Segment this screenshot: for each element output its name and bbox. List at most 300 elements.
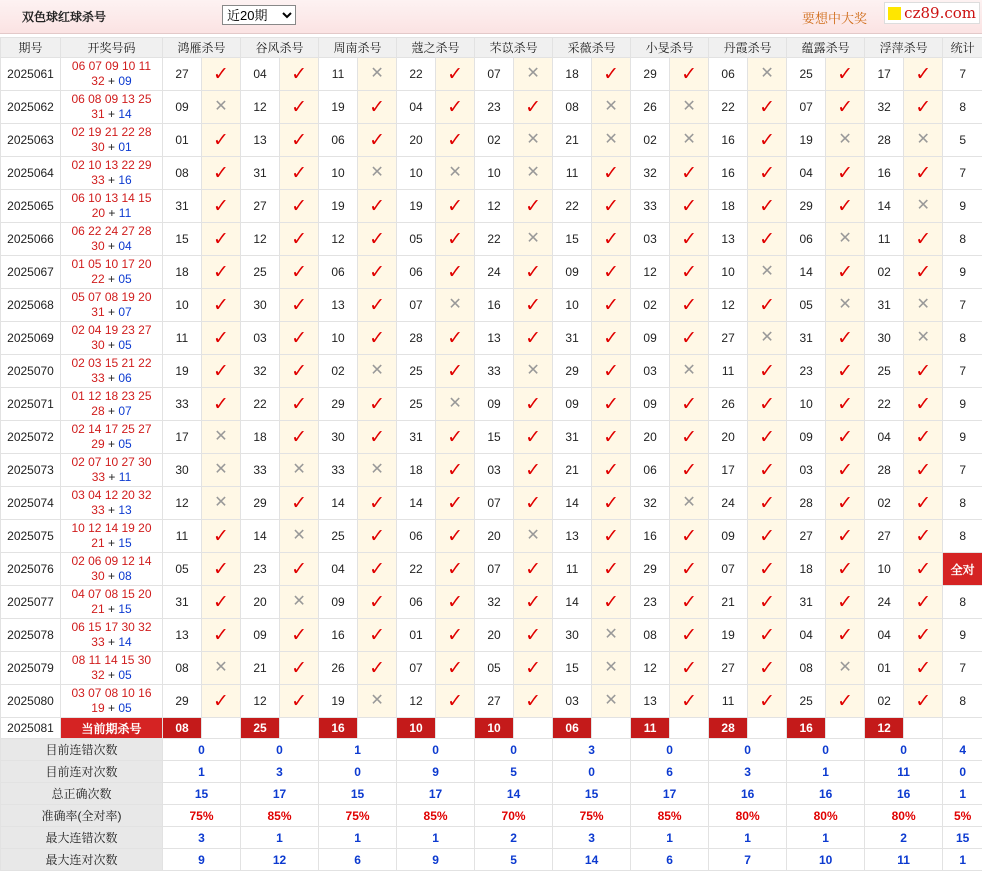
kill-result xyxy=(592,388,631,421)
red-balls-line1: 06 08 09 13 25 xyxy=(71,92,152,106)
cross-icon: ✕ xyxy=(448,164,462,181)
red-balls-line1: 02 07 10 27 30 xyxy=(71,455,152,469)
draw-line2 xyxy=(61,371,162,386)
kill-result xyxy=(514,322,553,355)
kill-number: 29 xyxy=(163,685,202,718)
kill-number: 09 xyxy=(319,586,358,619)
cross-icon: ✕ xyxy=(604,659,618,676)
check-icon: ✓ xyxy=(681,327,698,349)
kill-number: 11 xyxy=(553,157,592,190)
col-header-predictor: 芣苡杀号 xyxy=(475,38,553,58)
current-kill-spacer xyxy=(748,718,787,739)
check-icon: ✓ xyxy=(915,63,932,85)
kill-number: 09 xyxy=(709,520,748,553)
red-balls-line1: 04 07 08 15 20 xyxy=(71,587,152,601)
check-icon: ✓ xyxy=(291,360,307,382)
check-icon: ✓ xyxy=(837,591,854,613)
kill-number: 09 xyxy=(787,421,826,454)
kill-result xyxy=(514,619,553,652)
issue-number: 2025067 xyxy=(1,256,61,289)
kill-result xyxy=(202,685,241,718)
check-icon: ✓ xyxy=(915,624,932,646)
current-kill-number: 10 xyxy=(475,718,514,739)
kill-result xyxy=(280,322,319,355)
cross-icon: ✕ xyxy=(760,65,774,82)
kill-result xyxy=(670,355,709,388)
kill-number: 11 xyxy=(709,355,748,388)
kill-result xyxy=(514,553,553,586)
check-icon: ✓ xyxy=(525,195,542,217)
current-kill-spacer xyxy=(202,718,241,739)
correct-count: 7 xyxy=(943,652,982,685)
red-balls-line1: 02 06 09 12 14 xyxy=(71,554,152,568)
kill-number: 15 xyxy=(163,223,202,256)
kill-result xyxy=(202,124,241,157)
table-row xyxy=(1,355,982,388)
table-row xyxy=(1,223,982,256)
check-icon: ✓ xyxy=(213,525,229,547)
kill-number: 16 xyxy=(319,619,358,652)
kill-result xyxy=(436,91,475,124)
kill-number: 26 xyxy=(319,652,358,685)
kill-result xyxy=(592,487,631,520)
kill-number: 07 xyxy=(475,553,514,586)
check-icon: ✓ xyxy=(915,558,932,580)
check-icon: ✓ xyxy=(447,459,464,481)
kill-number: 05 xyxy=(475,652,514,685)
check-icon: ✓ xyxy=(759,360,776,382)
stat-label: 最大连错次数 xyxy=(1,827,163,849)
check-icon: ✓ xyxy=(837,624,854,646)
kill-result xyxy=(670,91,709,124)
check-icon: ✓ xyxy=(369,525,385,547)
kill-number: 04 xyxy=(241,58,280,91)
kill-result xyxy=(592,355,631,388)
check-icon: ✓ xyxy=(213,162,229,184)
kill-result xyxy=(514,124,553,157)
kill-number: 08 xyxy=(163,652,202,685)
kill-number: 09 xyxy=(631,322,670,355)
issue-number: 2025065 xyxy=(1,190,61,223)
kill-number: 06 xyxy=(319,124,358,157)
current-kill-spacer xyxy=(592,718,631,739)
plus-sign: + xyxy=(104,701,119,715)
kill-number: 11 xyxy=(865,223,904,256)
kill-result xyxy=(670,157,709,190)
correct-count: 7 xyxy=(943,454,982,487)
red-balls-line2: 21 xyxy=(91,536,105,550)
kill-number: 29 xyxy=(553,355,592,388)
check-icon: ✓ xyxy=(837,492,854,514)
kill-number: 32 xyxy=(631,157,670,190)
kill-result xyxy=(280,256,319,289)
kill-number: 20 xyxy=(709,421,748,454)
red-balls-line2: 33 xyxy=(91,470,106,484)
stat-value: 80% xyxy=(709,805,787,827)
stat-value: 0 xyxy=(553,761,631,783)
kill-number: 16 xyxy=(631,520,670,553)
kill-number: 23 xyxy=(631,586,670,619)
red-balls-line2: 31 xyxy=(91,305,105,319)
kill-number: 09 xyxy=(631,388,670,421)
check-icon: ✓ xyxy=(213,327,229,349)
blue-ball: 05 xyxy=(118,437,132,451)
issue-number: 2025076 xyxy=(1,553,61,586)
kill-result xyxy=(514,421,553,454)
table-row xyxy=(1,652,982,685)
kill-result xyxy=(514,586,553,619)
kill-result xyxy=(436,223,475,256)
kill-result xyxy=(280,487,319,520)
issue-number: 2025072 xyxy=(1,421,61,454)
kill-number: 27 xyxy=(865,520,904,553)
check-icon: ✓ xyxy=(291,558,307,580)
kill-result xyxy=(436,520,475,553)
kill-result xyxy=(514,388,553,421)
current-kill-spacer xyxy=(358,718,397,739)
stat-value: 3 xyxy=(163,827,241,849)
blue-ball: 16 xyxy=(118,173,132,187)
kill-number: 24 xyxy=(475,256,514,289)
draw-line2 xyxy=(61,701,162,716)
red-balls-line2: 29 xyxy=(91,437,105,451)
issue-number: 2025075 xyxy=(1,520,61,553)
site-logo[interactable] xyxy=(884,2,980,24)
correct-count: 9 xyxy=(943,190,982,223)
kill-number: 02 xyxy=(865,685,904,718)
kill-result xyxy=(202,157,241,190)
check-icon: ✓ xyxy=(291,195,307,217)
kill-result xyxy=(670,553,709,586)
kill-number: 21 xyxy=(709,586,748,619)
plus-sign: + xyxy=(104,437,119,451)
kill-result xyxy=(826,322,865,355)
check-icon: ✓ xyxy=(837,63,854,85)
kill-result xyxy=(280,223,319,256)
check-icon: ✓ xyxy=(447,360,464,382)
current-kill-spacer xyxy=(280,718,319,739)
kill-result xyxy=(826,124,865,157)
red-balls-line2: 28 xyxy=(91,404,105,418)
draw-line2 xyxy=(61,536,162,551)
kill-result xyxy=(592,685,631,718)
cross-icon: ✕ xyxy=(214,659,228,676)
kill-number: 08 xyxy=(553,91,592,124)
stat-value: 5 xyxy=(475,761,553,783)
check-icon: ✓ xyxy=(525,492,542,514)
kill-number: 07 xyxy=(787,91,826,124)
kill-result xyxy=(904,91,943,124)
plus-sign: + xyxy=(104,140,119,154)
kill-number: 22 xyxy=(475,223,514,256)
kill-result xyxy=(904,223,943,256)
kill-result xyxy=(826,553,865,586)
red-balls-line1: 05 07 08 19 20 xyxy=(71,290,152,304)
stat-value: 1 xyxy=(709,827,787,849)
kill-number: 26 xyxy=(631,91,670,124)
kill-number: 06 xyxy=(397,256,436,289)
kill-result xyxy=(826,388,865,421)
table-row xyxy=(1,157,982,190)
check-icon: ✓ xyxy=(915,657,932,679)
kill-result xyxy=(358,157,397,190)
current-kill-number: 16 xyxy=(787,718,826,739)
stat-value: 6 xyxy=(319,849,397,871)
current-kill-spacer xyxy=(826,718,865,739)
kill-number: 32 xyxy=(631,487,670,520)
kill-number: 16 xyxy=(865,157,904,190)
kill-result xyxy=(202,289,241,322)
draw-line2 xyxy=(61,140,162,155)
kill-result xyxy=(358,586,397,619)
kill-result xyxy=(358,685,397,718)
col-header-predictor: 蔻之杀号 xyxy=(397,38,475,58)
stat-row xyxy=(1,739,982,761)
stat-value: 3 xyxy=(241,761,319,783)
kill-number: 04 xyxy=(865,421,904,454)
kill-result xyxy=(904,157,943,190)
draw-numbers xyxy=(61,157,163,190)
stat-label: 目前连对次数 xyxy=(1,761,163,783)
kill-result xyxy=(202,223,241,256)
kill-result xyxy=(202,487,241,520)
check-icon: ✓ xyxy=(447,228,464,250)
draw-numbers xyxy=(61,520,163,553)
cross-icon: ✕ xyxy=(682,494,696,511)
table-body xyxy=(1,58,982,871)
kill-result xyxy=(748,190,787,223)
kill-result xyxy=(670,388,709,421)
cross-icon: ✕ xyxy=(916,131,930,148)
col-header-stats: 统计 xyxy=(943,38,982,58)
table-row xyxy=(1,586,982,619)
red-balls-line1: 01 05 10 17 20 xyxy=(71,257,152,271)
kill-result xyxy=(748,355,787,388)
kill-result xyxy=(670,322,709,355)
kill-result xyxy=(514,289,553,322)
kill-result xyxy=(202,619,241,652)
issue-number: 2025069 xyxy=(1,322,61,355)
check-icon: ✓ xyxy=(681,657,698,679)
kill-number: 31 xyxy=(163,190,202,223)
kill-number: 25 xyxy=(787,685,826,718)
check-icon: ✓ xyxy=(681,426,698,448)
check-icon: ✓ xyxy=(369,492,385,514)
stat-value: 85% xyxy=(241,805,319,827)
kill-result xyxy=(592,652,631,685)
check-icon: ✓ xyxy=(291,426,307,448)
check-icon: ✓ xyxy=(369,426,385,448)
kill-number: 21 xyxy=(553,124,592,157)
col-header-predictor: 周南杀号 xyxy=(319,38,397,58)
period-select[interactable] xyxy=(222,5,296,25)
check-icon: ✓ xyxy=(681,558,698,580)
draw-numbers xyxy=(61,586,163,619)
red-balls-line2: 30 xyxy=(91,338,105,352)
kill-result xyxy=(592,322,631,355)
logo-text: cz89.com xyxy=(904,4,976,22)
kill-result xyxy=(436,256,475,289)
check-icon: ✓ xyxy=(603,492,620,514)
check-icon: ✓ xyxy=(447,492,464,514)
kill-result xyxy=(202,553,241,586)
plus-sign: + xyxy=(104,173,119,187)
stat-value: 15 xyxy=(319,783,397,805)
check-icon: ✓ xyxy=(369,657,385,679)
stat-value: 70% xyxy=(475,805,553,827)
cross-icon: ✕ xyxy=(526,230,540,247)
kill-number: 11 xyxy=(319,58,358,91)
stat-value: 15 xyxy=(553,783,631,805)
check-icon: ✓ xyxy=(603,426,620,448)
kill-number: 26 xyxy=(709,388,748,421)
kill-result xyxy=(904,421,943,454)
kill-number: 18 xyxy=(397,454,436,487)
check-icon: ✓ xyxy=(837,195,854,217)
draw-numbers xyxy=(61,652,163,685)
stat-value: 14 xyxy=(553,849,631,871)
kill-result xyxy=(436,58,475,91)
stat-label: 总正确次数 xyxy=(1,783,163,805)
kill-number: 06 xyxy=(397,586,436,619)
plus-sign: + xyxy=(104,239,119,253)
kill-number: 16 xyxy=(709,124,748,157)
stat-value: 75% xyxy=(319,805,397,827)
red-balls-line1: 08 11 14 15 30 xyxy=(71,653,152,667)
table-row xyxy=(1,58,982,91)
kill-result xyxy=(670,454,709,487)
issue-number: 2025078 xyxy=(1,619,61,652)
kill-number: 19 xyxy=(319,190,358,223)
kill-number: 25 xyxy=(319,520,358,553)
kill-number: 25 xyxy=(787,58,826,91)
table-row xyxy=(1,553,982,586)
check-icon: ✓ xyxy=(759,492,776,514)
kill-result xyxy=(904,388,943,421)
kill-number: 22 xyxy=(865,388,904,421)
plus-sign: + xyxy=(105,470,119,484)
kill-number: 04 xyxy=(397,91,436,124)
cross-icon: ✕ xyxy=(604,626,618,643)
check-icon: ✓ xyxy=(447,558,464,580)
kill-number: 28 xyxy=(865,454,904,487)
kill-result xyxy=(358,355,397,388)
draw-line2 xyxy=(61,503,162,518)
kill-number: 28 xyxy=(787,487,826,520)
table-row xyxy=(1,190,982,223)
check-icon: ✓ xyxy=(603,360,620,382)
kill-result xyxy=(904,256,943,289)
plus-sign: + xyxy=(104,602,119,616)
draw-line2 xyxy=(61,305,162,320)
plus-sign: + xyxy=(104,635,119,649)
kill-result xyxy=(592,223,631,256)
kill-result xyxy=(514,487,553,520)
cross-icon: ✕ xyxy=(682,362,696,379)
stat-label: 准确率(全对率) xyxy=(1,805,163,827)
kill-result xyxy=(202,520,241,553)
check-icon: ✓ xyxy=(291,393,307,415)
draw-line2 xyxy=(61,470,162,485)
kill-result xyxy=(748,652,787,685)
cross-icon: ✕ xyxy=(604,98,618,115)
kill-number: 20 xyxy=(631,421,670,454)
col-header-predictor: 谷风杀号 xyxy=(241,38,319,58)
kill-result xyxy=(358,223,397,256)
kill-result xyxy=(436,586,475,619)
kill-number: 02 xyxy=(631,124,670,157)
kill-result xyxy=(826,685,865,718)
check-icon: ✓ xyxy=(837,393,854,415)
kill-result xyxy=(358,553,397,586)
issue-number: 2025066 xyxy=(1,223,61,256)
check-icon: ✓ xyxy=(447,591,464,613)
kill-number: 13 xyxy=(553,520,592,553)
issue-number: 2025080 xyxy=(1,685,61,718)
red-balls-line1: 06 22 24 27 28 xyxy=(71,224,152,238)
slogan-text: 要想中大奖 xyxy=(802,11,868,26)
check-icon: ✓ xyxy=(525,393,542,415)
kill-result xyxy=(436,355,475,388)
col-header-predictor: 浮萍杀号 xyxy=(865,38,943,58)
cross-icon: ✕ xyxy=(526,65,540,82)
correct-count: 7 xyxy=(943,289,982,322)
draw-line2 xyxy=(61,173,162,188)
kill-number: 11 xyxy=(553,553,592,586)
stat-value: 80% xyxy=(787,805,865,827)
check-icon: ✓ xyxy=(291,492,307,514)
draw-line2 xyxy=(61,272,162,287)
check-icon: ✓ xyxy=(525,426,542,448)
check-icon: ✓ xyxy=(915,525,932,547)
cross-icon: ✕ xyxy=(838,230,852,247)
red-balls-line2: 31 xyxy=(91,107,105,121)
kill-number: 10 xyxy=(709,256,748,289)
stat-value: 0 xyxy=(163,739,241,761)
cross-icon: ✕ xyxy=(526,131,540,148)
kill-number: 15 xyxy=(475,421,514,454)
check-icon: ✓ xyxy=(447,96,464,118)
stat-value: 80% xyxy=(865,805,943,827)
kill-number: 27 xyxy=(709,322,748,355)
kill-number: 14 xyxy=(553,586,592,619)
kill-result xyxy=(436,619,475,652)
kill-result xyxy=(592,58,631,91)
kill-number: 08 xyxy=(631,619,670,652)
kill-number: 33 xyxy=(631,190,670,223)
stat-value: 15 xyxy=(943,827,982,849)
kill-result xyxy=(436,685,475,718)
kill-number: 11 xyxy=(163,520,202,553)
stat-value: 4 xyxy=(943,739,982,761)
kill-result xyxy=(748,58,787,91)
table-row xyxy=(1,124,982,157)
check-icon: ✓ xyxy=(213,129,229,151)
kill-result xyxy=(436,157,475,190)
draw-numbers xyxy=(61,256,163,289)
draw-numbers xyxy=(61,124,163,157)
kill-number: 06 xyxy=(709,58,748,91)
red-balls-line1: 06 10 13 14 15 xyxy=(71,191,152,205)
stat-value: 0 xyxy=(709,739,787,761)
blue-ball: 04 xyxy=(118,239,132,253)
draw-numbers xyxy=(61,421,163,454)
kill-result xyxy=(514,652,553,685)
check-icon: ✓ xyxy=(291,294,307,316)
stat-value: 16 xyxy=(787,783,865,805)
red-balls-line2: 20 xyxy=(91,206,106,220)
check-icon: ✓ xyxy=(759,426,776,448)
